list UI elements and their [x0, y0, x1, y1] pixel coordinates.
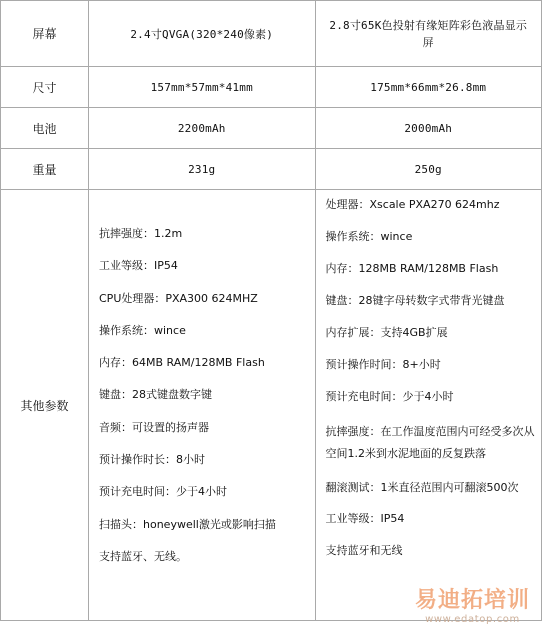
list-item: 支持蓝牙和无线 — [325, 544, 403, 557]
other-params-right — [315, 190, 542, 621]
row-battery — [1, 108, 542, 149]
list-item: 键盘：28式键盘数字键 — [99, 388, 212, 402]
size-value-left: 157mm*57mm*41mm — [89, 67, 316, 108]
list-item: 预计操作时间：8+小时 — [325, 358, 441, 371]
row-label-other: 其他参数 — [1, 190, 89, 621]
weight-value-right: 250g — [315, 149, 542, 190]
list-item: 操作系统：wince — [325, 230, 413, 243]
screen-value-right — [315, 1, 542, 67]
list-item: 操作系统：wince — [99, 323, 186, 337]
other-params-left — [89, 190, 316, 621]
row-size — [1, 67, 542, 108]
list-item: 预计充电时间：少于4小时 — [99, 485, 227, 499]
watermark-logo — [415, 583, 530, 625]
row-label-weight: 重量 — [1, 149, 89, 190]
row-label-battery: 电池 — [1, 108, 89, 149]
list-item: 音频：可设置的扬声器 — [99, 420, 209, 434]
list-item: 内存扩展：支持4GB扩展 — [325, 326, 448, 339]
weight-value-left: 231g — [89, 149, 316, 190]
other-params-right-list — [316, 190, 542, 559]
list-item: 工业等级：IP54 — [325, 512, 405, 525]
other-params-left-list — [89, 190, 315, 565]
list-item: 扫描头：honeywell激光或影响扫描 — [99, 517, 276, 531]
list-item: 处理器：Xscale PXA270 624mhz — [325, 198, 500, 211]
watermark-title: 易迪拓培训 — [414, 588, 530, 613]
list-item: 翻滚测试：1米直径范围内可翻滚500次 — [325, 481, 519, 494]
row-screen — [1, 1, 542, 67]
list-item: 键盘：28键字母转数字式带背光键盘 — [325, 294, 505, 307]
list-item: 预计充电时间：少于4小时 — [325, 390, 454, 403]
row-label-screen: 屏幕 — [1, 1, 89, 67]
list-item: 抗摔强度：在工作温度范围内可经受多次从空间1.2米到水泥地面的反复跌落 — [325, 425, 535, 460]
watermark-url: www.edatop.com — [425, 614, 520, 625]
list-item: CPU处理器：PXA300 624MHZ — [99, 291, 258, 305]
battery-value-right: 2000mAh — [315, 108, 542, 149]
list-item: 内存：128MB RAM/128MB Flash — [325, 262, 499, 275]
list-item: 内存：64MB RAM/128MB Flash — [99, 356, 265, 370]
list-item: 支持蓝牙、无线。 — [99, 549, 187, 563]
list-item: 抗摔强度：1.2m — [99, 227, 183, 240]
list-item: 工业等级：IP54 — [99, 259, 178, 273]
list-item: 预计操作时长：8小时 — [99, 453, 205, 467]
row-other-params — [1, 190, 542, 621]
screen-value-right-text: 2.8寸65K色投射有缘矩阵彩色液晶显示屏 — [329, 18, 528, 49]
row-label-size: 尺寸 — [1, 67, 89, 108]
screen-value-left: 2.4寸QVGA(320*240像素) — [89, 1, 316, 67]
size-value-right: 175mm*66mm*26.8mm — [315, 67, 542, 108]
battery-value-left: 2200mAh — [89, 108, 316, 149]
row-weight — [1, 149, 542, 190]
